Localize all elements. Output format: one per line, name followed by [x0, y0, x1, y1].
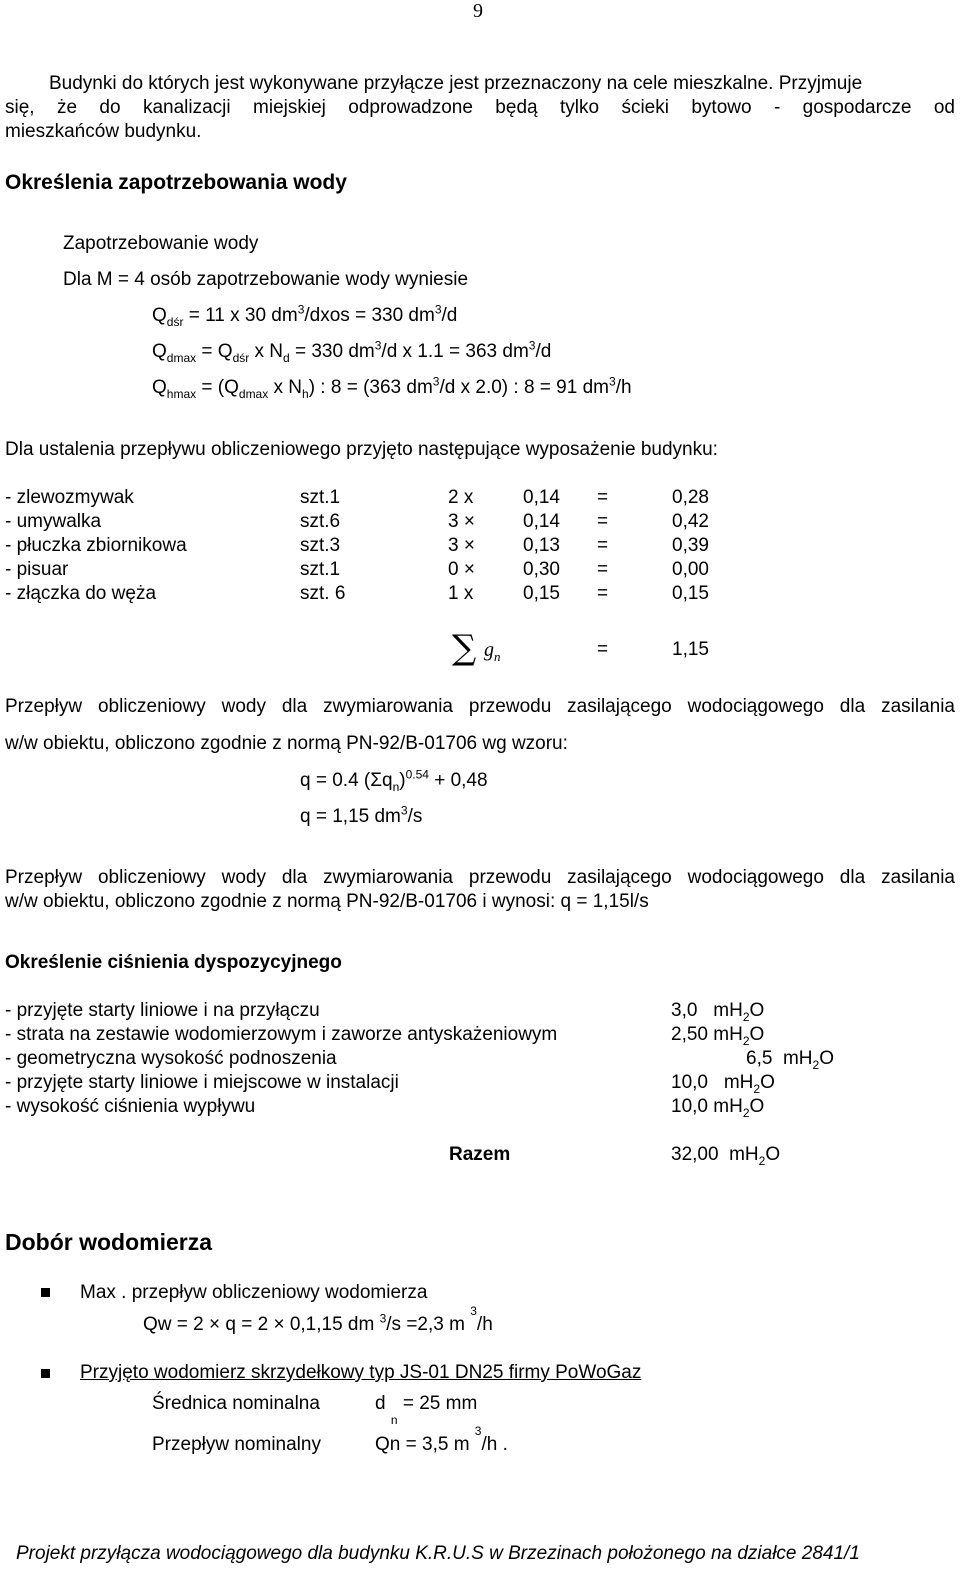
equipment-qty: szt.6	[300, 511, 341, 532]
flow1-line-2: w/w obiektu, obliczono zgodnie z normą PN-92/B-01706 wg wzoru:	[5, 733, 568, 754]
pressure-label: - przyjęte starty liniowe i miejscowe w instalacji	[5, 1072, 399, 1093]
equipment-eq: =	[597, 487, 609, 508]
intro-line-2: się, że do kanalizacji miejskiej odprowadzone będą tylko ścieki bytowo - gospodarcze od	[5, 97, 955, 118]
pressure-label: - strata na zestawie wodomierzowym i zaworze antyskażeniowym	[5, 1024, 558, 1045]
equipment-mult: 3 ×	[448, 511, 475, 532]
flow1-formula: q = 0.4 $(\Sigma q_n)^{0.54} + 0,48$	[300, 767, 488, 794]
flow2-line-1: Przepływ obliczeniowy wody dla zwymiarowania przewodu zasilającego wodociągowego dla zasilania	[5, 867, 955, 888]
flow2-line-2: w/w obiektu, obliczono zgodnie z normą PN-92/B-01706 i wynosi: q = 1,15l/s	[5, 891, 649, 912]
equipment-eq: =	[597, 511, 609, 532]
equipment-res: 0,39	[672, 535, 709, 556]
equipment-val: 0,14	[523, 511, 560, 532]
pressure-value: 3,0 $mH_2O$	[671, 1000, 765, 1024]
equipment-eq: =	[597, 559, 609, 580]
equipment-val: 0,13	[523, 535, 560, 556]
meter-bullet-1: Max . przepływ obliczeniowy wodomierza	[80, 1282, 428, 1303]
meter-title: Dobór wodomierza	[5, 1229, 213, 1255]
formula-q-dsr: $Q_{dśr} = 11$ x 30 $dm^3$/dxos = 330 $dm^3/d$	[152, 302, 458, 329]
sum-eq: =	[597, 639, 609, 660]
bullet-square-icon	[41, 1369, 50, 1378]
equipment-mult: 1 x	[448, 583, 474, 604]
pressure-label: - geometryczna wysokość podnoszenia	[5, 1048, 337, 1069]
equipment-name: - umywalka	[5, 511, 102, 532]
equipment-val: 0,30	[523, 559, 560, 580]
equipment-qty: szt.1	[300, 487, 341, 508]
equipment-eq: =	[597, 535, 609, 556]
pressure-value: 10,0 $mH_2O$	[671, 1096, 765, 1120]
equipment-mult: 0 ×	[448, 559, 475, 580]
equipment-name: - złączka do węża	[5, 583, 157, 604]
meter-bullet-2: Przyjęto wodomierz skrzydełkowy typ JS-01 DN25 firmy PoWoGaz	[80, 1362, 642, 1383]
equipment-qty: szt.3	[300, 535, 341, 556]
bullet-square-icon	[41, 1288, 50, 1297]
equipment-val: 0,15	[523, 583, 560, 604]
meter-flow-label: Przepływ nominalny	[152, 1434, 321, 1455]
equipment-qty: szt. 6	[300, 583, 346, 604]
equipment-res: 0,00	[672, 559, 709, 580]
pressure-total-value: 32,00 $mH_2O$	[671, 1144, 781, 1168]
flow1-result: q = 1,15 $dm^3/s$	[300, 803, 423, 827]
equipment-res: 0,15	[672, 583, 709, 604]
meter-qw-formula: Qw = 2 × q = 2 × 0,1,15 dm $^3$/s =2,3 m $^3$/h	[143, 1303, 493, 1335]
equipment-qty: szt.1	[300, 559, 341, 580]
equipment-name: - płuczka zbiornikowa	[5, 535, 187, 556]
equipment-val: 0,14	[523, 487, 560, 508]
pressure-value: 2,50 $mH_2O$	[671, 1024, 765, 1048]
pressure-value: 10,0 $mH_2O$	[671, 1072, 775, 1096]
equipment-mult: 3 ×	[448, 535, 475, 556]
meter-diameter-value: d $_n$ = 25 mm	[375, 1393, 478, 1427]
meter-diameter-label: Średnica nominalna	[152, 1393, 320, 1414]
formula-q-hmax: $Q_{hmax} = (Q_{dmax}$ x $N_h$) : 8 = (363 $dm^3/d$ x 2.0) : 8 = 91 $dm^3/h$	[152, 374, 632, 401]
pressure-title: Określenie ciśnienia dyspozycyjnego	[5, 952, 342, 973]
pressure-label: - przyjęte starty liniowe i na przyłączu	[5, 1000, 320, 1021]
page-footer: Projekt przyłącza wodociągowego dla budynku K.R.U.S w Brzezinach położonego na działce 2841/1	[16, 1543, 860, 1564]
pressure-total-label: Razem	[449, 1144, 511, 1165]
persons-line: Dla M = 4 osób zapotrzebowanie wody wyniesie	[63, 269, 469, 290]
pressure-value: 6,5 $mH_2O$	[746, 1048, 835, 1072]
equipment-res: 0,42	[672, 511, 709, 532]
formula-q-dmax: $Q_{dmax} = Q_{dśr}$ x $N_d = 330$ $dm^3/d$ x 1.1 = 363 $dm^3/d$	[152, 338, 552, 365]
equipment-intro: Dla ustalenia przepływu obliczeniowego przyjęto następujące wyposażenie budynku:	[5, 439, 718, 460]
sum-sigma-icon: ∑	[452, 628, 477, 668]
intro-line-1: Budynki do których jest wykonywane przyłącze jest przeznaczony na cele mieszkalne. Przyjmuje	[49, 73, 863, 94]
sum-value: 1,15	[672, 639, 709, 660]
sum-gn: $g_n$	[484, 639, 501, 664]
meter-flow-value: Qn = 3,5 m $^3$/h .	[375, 1423, 508, 1455]
equipment-eq: =	[597, 583, 609, 604]
equipment-name: - pisuar	[5, 559, 69, 580]
pressure-label: - wysokość ciśnienia wypływu	[5, 1096, 256, 1117]
equipment-name: - zlewozmywak	[5, 487, 134, 508]
flow1-line-1: Przepływ obliczeniowy wody dla zwymiarowania przewodu zasilającego wodociągowego dla zasilania	[5, 696, 955, 717]
page-number: 9	[473, 0, 483, 22]
intro-line-3: mieszkańców budynku.	[5, 121, 202, 142]
subtitle-water-demand: Zapotrzebowanie wody	[63, 233, 259, 254]
equipment-res: 0,28	[672, 487, 709, 508]
equipment-mult: 2 x	[448, 487, 474, 508]
section-title-water-demand: Określenia zapotrzebowania wody	[5, 171, 347, 194]
